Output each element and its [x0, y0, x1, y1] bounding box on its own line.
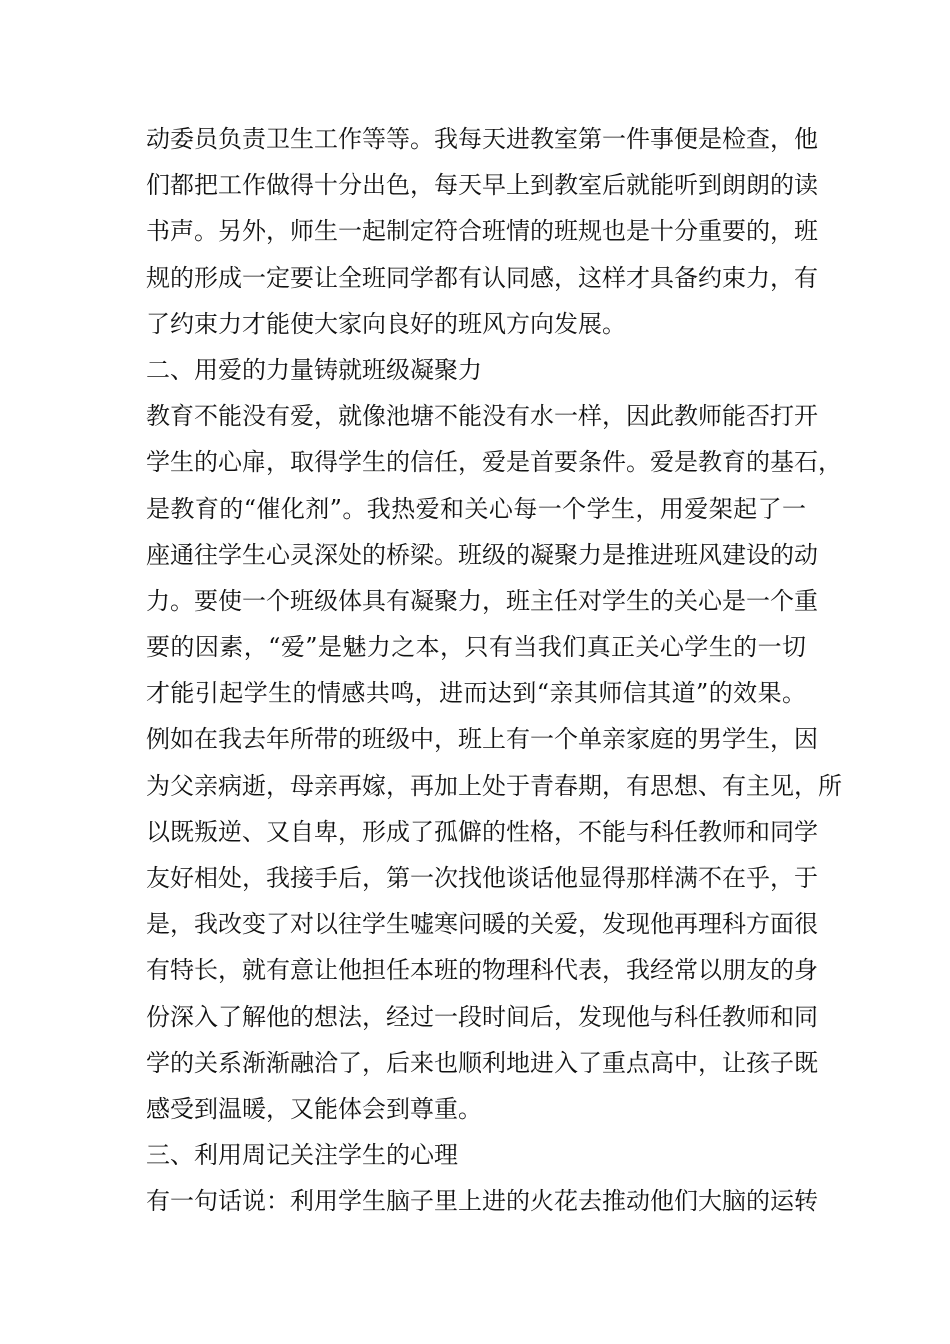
paragraph-line: 力。要使一个班级体具有凝聚力，班主任对学生的关心是一个重	[146, 586, 818, 615]
paragraph-line: 感受到温暖，又能体会到尊重。	[146, 1094, 482, 1123]
paragraph-line: 书声。另外，师生一起制定符合班情的班规也是十分重要的，班	[146, 217, 818, 246]
paragraph-line: 有一句话说：利用学生脑子里上进的火花去推动他们大脑的运转	[146, 1187, 818, 1216]
paragraph-line: 动委员负责卫生工作等等。我每天进教室第一件事便是检查，他	[146, 125, 818, 153]
paragraph-line: 学生的心扉，取得学生的信任，爱是首要条件。爱是教育的基石，	[146, 448, 842, 477]
paragraph-line: 为父亲病逝，母亲再嫁，再加上处于青春期，有思想、有主见，所	[146, 771, 842, 800]
paragraph-line: 要的因素，“爱”是魅力之本，只有当我们真正关心学生的一切	[146, 633, 806, 662]
paragraph-line: 规的形成一定要让全班同学都有认同感，这样才具备约束力，有	[146, 263, 818, 292]
paragraph-line: 座通往学生心灵深处的桥梁。班级的凝聚力是推进班风建设的动	[146, 540, 818, 569]
section-heading: 二、用爱的力量铸就班级凝聚力	[146, 355, 482, 384]
paragraph-line: 们都把工作做得十分出色，每天早上到教室后就能听到朗朗的读	[146, 171, 818, 200]
paragraph-line: 友好相处，我接手后，第一次找他谈话他显得那样满不在乎，于	[146, 864, 818, 892]
paragraph-line: 是教育的“催化剂”。我热爱和关心每一个学生，用爱架起了一	[146, 494, 806, 523]
paragraph-line: 有特长，就有意让他担任本班的物理科代表，我经常以朋友的身	[146, 956, 818, 985]
paragraph-line: 才能引起学生的情感共鸣，进而达到“亲其师信其道”的效果。	[146, 679, 806, 708]
paragraph-line: 是，我改变了对以往学生嘘寒问暖的关爱，发现他再理科方面很	[146, 910, 818, 939]
paragraph-line: 例如在我去年所带的班级中，班上有一个单亲家庭的男学生，因	[146, 725, 818, 754]
paragraph-line: 教育不能没有爱，就像池塘不能没有水一样，因此教师能否打开	[146, 402, 818, 431]
paragraph-line: 了约束力才能使大家向良好的班风方向发展。	[146, 309, 626, 338]
section-heading: 三、利用周记关注学生的心理	[146, 1141, 458, 1170]
body-text	[146, 116, 842, 1225]
paragraph-line: 以既叛逆、又自卑，形成了孤僻的性格，不能与科任教师和同学	[146, 817, 818, 846]
paragraph-line: 份深入了解他的想法，经过一段时间后，发现他与科任教师和同	[146, 1002, 818, 1031]
paragraph-line: 学的关系渐渐融洽了，后来也顺利地进入了重点高中，让孩子既	[146, 1048, 818, 1077]
